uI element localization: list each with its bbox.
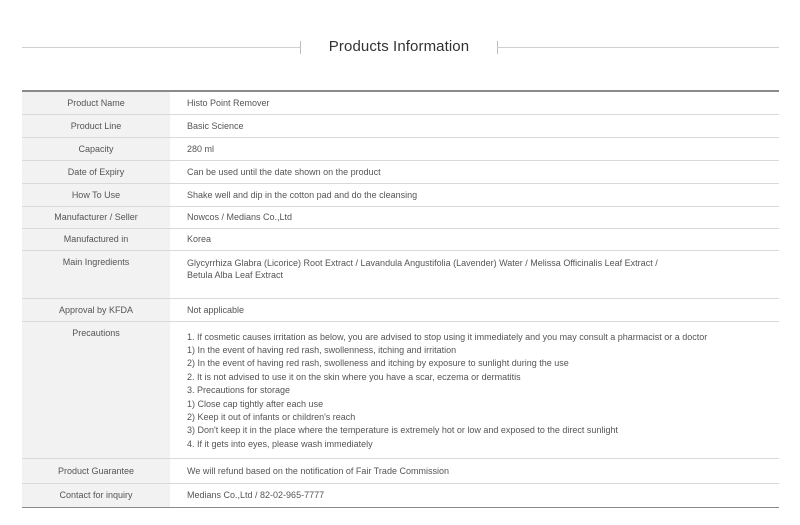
precaution-line: 1) Close cap tightly after each use [187,398,324,409]
precaution-line: 2) In the event of having red rash, swolleness and itching by exposure to sunlight during the use [187,358,569,369]
header-divider-right [497,47,779,48]
row-value: Histo Point Remover [170,91,779,114]
row-product-guarantee [22,458,779,483]
row-label: Contact for inquiry [22,483,170,507]
row-value: Can be used until the date shown on the product [170,160,779,183]
precaution-line: 1) In the event of having red rash, swollenness, itching and irritation [187,344,457,355]
ingredients-line: Glycyrrhiza Glabra (Licorice) Root Extract / Lavandula Angustifolia (Lavender) Water / Melissa Officinalis Leaf Extract / [187,257,658,268]
ingredients-text [187,251,779,281]
section-header [0,0,800,90]
precaution-line: 3) Don't keep it in the place where the temperature is extremely hot or low and exposed to the direct sunlight [187,425,618,436]
row-value: Korea [170,228,779,250]
precaution-line: 1. If cosmetic causes irritation as below, you are advised to stop using it immediately and you may consult a pharmacist or a doctor [187,331,708,342]
page-title: Products Information [328,38,470,55]
row-value: Medians Co.,Ltd / 82-02-965-7777 [170,483,779,507]
row-approval-kfda [22,298,779,321]
row-value-cell [170,321,779,458]
row-label: Date of Expiry [22,160,170,183]
row-contact [22,483,779,507]
row-label: Main Ingredients [62,256,130,267]
row-value: Basic Science [170,114,779,137]
precautions-text [187,322,779,452]
row-label: Product Guarantee [22,458,170,483]
row-label: Precautions [72,327,120,338]
row-value: Nowcos / Medians Co.,Ltd [170,206,779,228]
row-label-cell [22,250,170,298]
row-label: Manufactured in [22,228,170,250]
row-product-line [22,114,779,137]
precaution-line: 3. Precautions for storage [187,385,291,396]
header-divider-left [22,47,300,48]
row-label: Capacity [22,137,170,160]
product-info-table [22,90,779,508]
row-value-cell [170,250,779,298]
row-manufactured-in [22,228,779,250]
precaution-line: 2) Keep it out of infants or children's reach [187,411,356,422]
row-main-ingredients [22,250,779,298]
ingredients-line: Betula Alba Leaf Extract [187,269,284,280]
row-precautions [22,321,779,458]
row-label: Manufacturer / Seller [22,206,170,228]
row-manufacturer [22,206,779,228]
row-value: We will refund based on the notification of Fair Trade Commission [170,458,779,483]
row-label: Approval by KFDA [22,298,170,321]
row-value: Shake well and dip in the cotton pad and do the cleansing [170,183,779,206]
row-label: Product Line [22,114,170,137]
row-label-cell [22,321,170,458]
precaution-line: 2. It is not advised to use it on the skin where you have a scar, eczema or dermatitis [187,371,521,382]
row-value: Not applicable [170,298,779,321]
row-value: 280 ml [170,137,779,160]
row-product-name [22,91,779,114]
row-capacity [22,137,779,160]
row-label: Product Name [22,91,170,114]
row-how-to-use [22,183,779,206]
precaution-line: 4. If it gets into eyes, please wash immediately [187,438,373,449]
row-label: How To Use [22,183,170,206]
row-date-of-expiry [22,160,779,183]
